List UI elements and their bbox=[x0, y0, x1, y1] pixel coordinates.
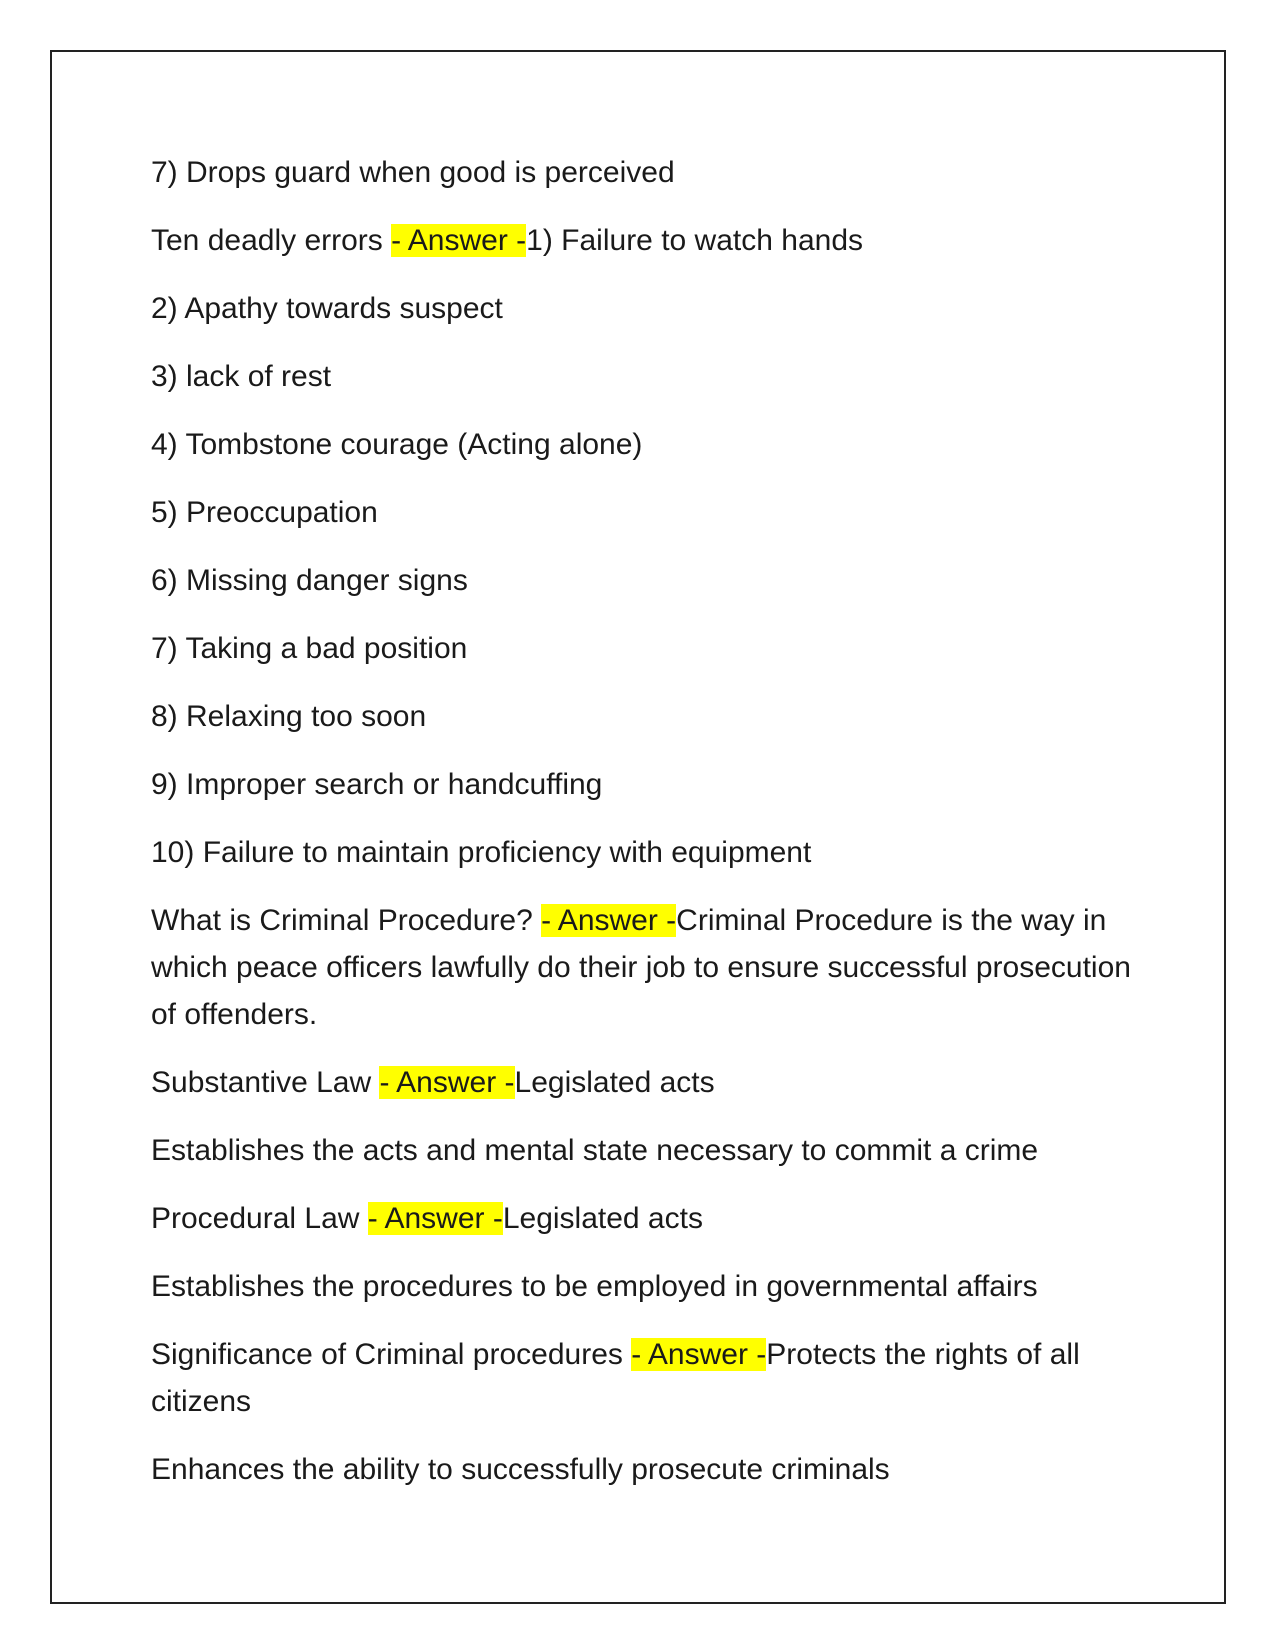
document-body bbox=[151, 149, 1131, 1514]
list-text: 8) Relaxing too soon bbox=[151, 700, 427, 733]
answer-text: Legislated acts bbox=[502, 1202, 703, 1235]
paragraph bbox=[151, 1263, 1131, 1310]
question-text: Ten deadly errors bbox=[151, 224, 392, 257]
paragraph bbox=[151, 1446, 1131, 1493]
question-text: 7) Drops guard when good is perceived bbox=[151, 156, 675, 189]
list-text: 7) Taking a bad position bbox=[151, 632, 468, 665]
paragraph bbox=[151, 217, 1131, 264]
list-text: 4) Tombstone courage (Acting alone) bbox=[151, 428, 643, 461]
body-text: Enhances the ability to successfully prosecute criminals bbox=[151, 1453, 890, 1486]
paragraph bbox=[151, 693, 1131, 740]
paragraph bbox=[151, 353, 1131, 400]
paragraph bbox=[151, 897, 1131, 1038]
answer-marker: - Answer - bbox=[631, 1338, 767, 1371]
answer-text: Legislated acts bbox=[514, 1066, 715, 1099]
answer-marker: - Answer - bbox=[541, 904, 677, 937]
answer-text: Criminal Procedure is the way in which peace officers lawfully do their job to ensure successful prosecution of offenders. bbox=[151, 904, 1131, 1031]
answer-text: Protects the rights of all citizens bbox=[151, 1338, 1080, 1418]
paragraph bbox=[151, 1127, 1131, 1174]
answer-marker: - Answer - bbox=[391, 224, 527, 257]
answer-marker: - Answer - bbox=[367, 1202, 503, 1235]
body-text: Establishes the acts and mental state necessary to commit a crime bbox=[151, 1134, 1039, 1167]
paragraph bbox=[151, 421, 1131, 468]
paragraph bbox=[151, 489, 1131, 536]
paragraph bbox=[151, 557, 1131, 604]
list-text: 2) Apathy towards suspect bbox=[151, 292, 503, 325]
question-text: Significance of Criminal procedures bbox=[151, 1338, 632, 1371]
answer-marker: - Answer - bbox=[379, 1066, 515, 1099]
paragraph bbox=[151, 149, 1131, 196]
paragraph bbox=[151, 1059, 1131, 1106]
paragraph bbox=[151, 761, 1131, 808]
paragraph bbox=[151, 829, 1131, 876]
paragraph bbox=[151, 1331, 1131, 1425]
answer-text: 1) Failure to watch hands bbox=[526, 224, 863, 257]
list-text: 10) Failure to maintain proficiency with equipment bbox=[151, 836, 812, 869]
body-text: Establishes the procedures to be employed in governmental affairs bbox=[151, 1270, 1038, 1303]
paragraph bbox=[151, 1195, 1131, 1242]
question-text: Procedural Law bbox=[151, 1202, 368, 1235]
list-text: 5) Preoccupation bbox=[151, 496, 378, 529]
question-text: Substantive Law bbox=[151, 1066, 380, 1099]
list-text: 3) lack of rest bbox=[151, 360, 332, 393]
list-text: 6) Missing danger signs bbox=[151, 564, 468, 597]
list-text: 9) Improper search or handcuffing bbox=[151, 768, 603, 801]
paragraph bbox=[151, 285, 1131, 332]
paragraph bbox=[151, 625, 1131, 672]
question-text: What is Criminal Procedure? bbox=[151, 904, 542, 937]
